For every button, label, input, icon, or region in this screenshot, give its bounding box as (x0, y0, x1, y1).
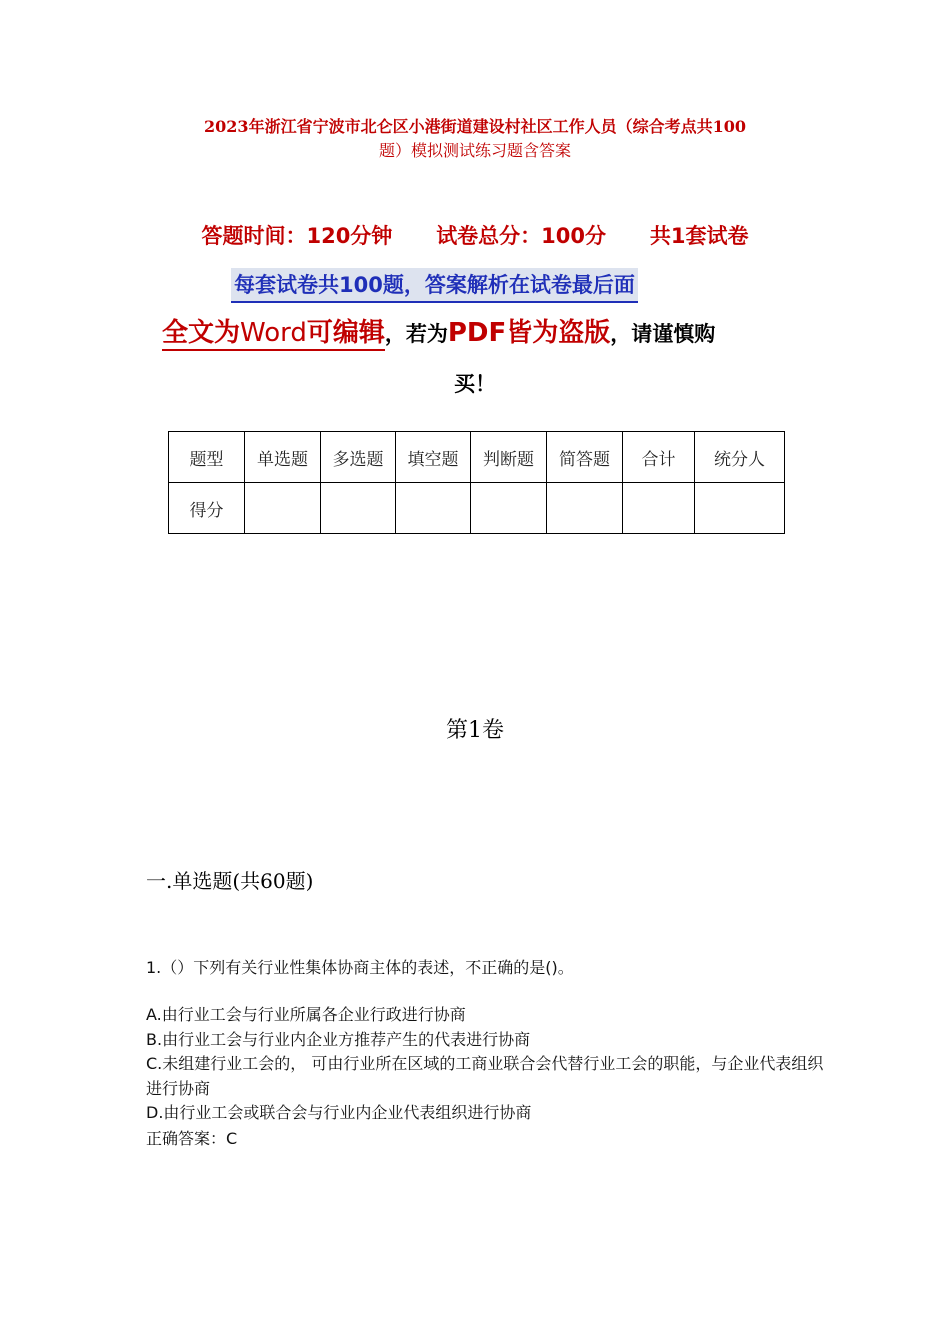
header-cell-judge: 判断题 (471, 432, 547, 483)
editable-note (162, 318, 385, 351)
score-cell[interactable] (623, 483, 695, 534)
score-cell[interactable] (547, 483, 623, 534)
header-cell-fill: 填空题 (396, 432, 471, 483)
header-cell-single: 单选题 (245, 432, 321, 483)
exam-set-count: 共1套试卷 (649, 224, 749, 248)
header-cell-multi: 多选题 (321, 432, 396, 483)
option-b: B.由行业工会与行业内企业方推荐产生的代表进行协商 (146, 1029, 531, 1049)
piracy-warning (162, 313, 715, 354)
document-title (0, 115, 950, 163)
score-table-score-row (169, 483, 785, 534)
warning-line2: 买！ (454, 372, 496, 396)
question-block (146, 955, 826, 1152)
warning-part1: 全文为 (162, 318, 241, 348)
score-cell[interactable] (245, 483, 321, 534)
score-row-label: 得分 (169, 483, 245, 534)
answer-notice: 每套试卷共100题，答案解析在试卷最后面 (231, 268, 638, 303)
score-table (168, 431, 785, 534)
exam-info (0, 220, 950, 250)
exam-time: 答题时间：120分钟 (201, 224, 393, 248)
warning-comma1: ， (384, 322, 406, 346)
header-cell-type: 题型 (169, 432, 245, 483)
option-a: A.由行业工会与行业所属各企业行政进行协商 (146, 1005, 466, 1024)
section-title: 一.单选题(共60题) (146, 869, 314, 893)
score-cell[interactable] (321, 483, 396, 534)
score-cell[interactable] (695, 483, 785, 534)
volume-title: 第1卷 (446, 718, 504, 743)
exam-total-score: 试卷总分：100分 (436, 224, 607, 248)
question-stem: 1.（）下列有关行业性集体协商主体的表述，不正确的是()。 (146, 958, 574, 977)
score-table-header-row (169, 432, 785, 483)
answer-value: C (226, 1128, 238, 1148)
score-cell[interactable] (471, 483, 547, 534)
option-c: C.未组建行业工会的， 可由行业所在区域的工商业联合会代替行业工会的职能，与企业代表组织进行协商 (146, 1054, 824, 1098)
warning-part3: 若为 (405, 322, 448, 346)
document-title-line1: 2023年浙江省宁波市北仑区小港街道建设村社区工作人员（综合考点共100 (204, 117, 746, 136)
answer-label: 正确答案： (146, 1128, 227, 1148)
warning-part2: 可编辑 (306, 318, 385, 348)
warning-pdf: PDF皆为盗版 (447, 318, 611, 348)
document-title-line2: 题）模拟测试练习题含答案 (378, 141, 571, 160)
header-cell-total: 合计 (623, 432, 695, 483)
warning-word: Word (240, 318, 307, 348)
warning-part5: 请谨慎购 (631, 322, 716, 346)
warning-comma2: ， (610, 322, 632, 346)
header-cell-short: 简答题 (547, 432, 623, 483)
header-cell-scorer: 统分人 (695, 432, 785, 483)
correct-answer (146, 1126, 826, 1152)
option-d: D.由行业工会或联合会与行业内企业代表组织进行协商 (146, 1103, 532, 1122)
score-cell[interactable] (396, 483, 471, 534)
